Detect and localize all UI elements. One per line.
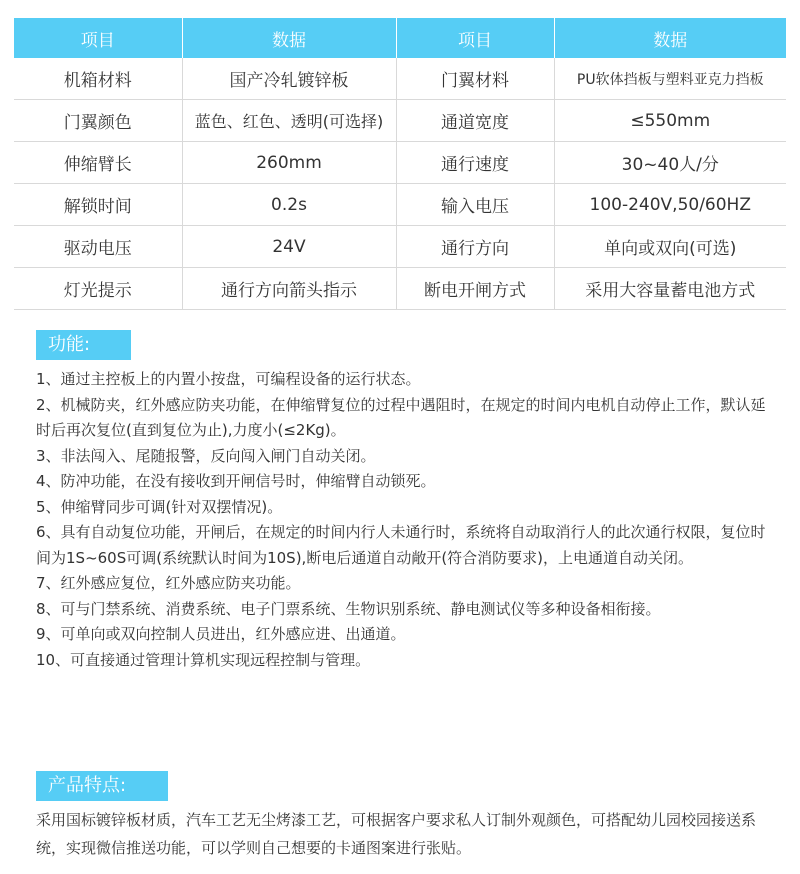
list-item: 9、可单向或双向控制人员进出，红外感应进、出通道。 — [36, 625, 406, 643]
table-cell: 输入电压 — [396, 184, 554, 226]
features-text: 采用国标镀锌板材质，汽车工艺无尘烤漆工艺，可根据客户要求私人订制外观颜色，可搭配幼儿园校园接送系统，实现微信推送功能，可以学则自己想要的卡通图案进行张贴。 — [36, 811, 757, 857]
list-item: 4、防冲功能，在没有接收到开闸信号时，伸缩臂自动锁死。 — [36, 472, 436, 490]
table-cell: 0.2s — [182, 184, 396, 226]
table-cell: 蓝色、红色、透明(可选择) — [182, 100, 396, 142]
functions-title: 功能: — [36, 330, 131, 360]
table-cell: 采用大容量蓄电池方式 — [554, 268, 786, 310]
list-item: 7、红外感应复位，红外感应防夹功能。 — [36, 574, 301, 592]
table-cell: 机箱材料 — [14, 58, 182, 100]
list-item: 1、通过主控板上的内置小按盘，可编程设备的运行状态。 — [36, 370, 421, 388]
table-cell: 国产冷轧镀锌板 — [182, 58, 396, 100]
table-header-row — [14, 18, 786, 58]
table-cell: 门翼材料 — [396, 58, 554, 100]
table-cell: 伸缩臂长 — [14, 142, 182, 184]
header-data: 数据 — [554, 18, 786, 58]
table-row — [14, 226, 786, 268]
table-row — [14, 58, 786, 100]
table-cell: 通行方向 — [396, 226, 554, 268]
table-cell: 通道宽度 — [396, 100, 554, 142]
features-title: 产品特点: — [36, 771, 168, 801]
functions-list — [36, 367, 776, 673]
table-row — [14, 100, 786, 142]
table-cell: PU软体挡板与塑料亚克力挡板 — [554, 58, 786, 100]
table-cell: 门翼颜色 — [14, 100, 182, 142]
header-item: 项目 — [396, 18, 554, 58]
table-row — [14, 184, 786, 226]
spec-table — [14, 18, 786, 310]
table-cell: ≤550mm — [554, 100, 786, 142]
list-item: 3、非法闯入、尾随报警，反向闯入闸门自动关闭。 — [36, 446, 376, 465]
table-cell: 断电开闸方式 — [396, 268, 554, 310]
table-cell: 通行速度 — [396, 142, 554, 184]
list-item: 2、机械防夹，红外感应防夹功能，在伸缩臂复位的过程中遇阻时，在规定的时间内电机自动停止工作，默认延时后再次复位(直到复位为止),力度小(≤2Kg)。 — [36, 395, 766, 439]
table-cell: 100-240V,50/60HZ — [554, 184, 786, 226]
list-item: 8、可与门禁系统、消费系统、电子门票系统、生物识别系统、静电测试仪等多种设备相衔接。 — [36, 599, 661, 618]
table-row — [14, 268, 786, 310]
table-cell: 260mm — [182, 142, 396, 184]
list-item: 5、伸缩臂同步可调(针对双摆情况)。 — [36, 497, 283, 516]
header-item: 项目 — [14, 18, 182, 58]
table-cell: 通行方向箭头指示 — [182, 268, 396, 310]
table-cell: 24V — [182, 226, 396, 268]
list-item: 6、具有自动复位功能，开闸后，在规定的时间内行人未通行时，系统将自动取消行人的此次通行权限，复位时间为1S~60S可调(系统默认时间为10S),断电后通道自动敞开(符合消防要求)，上电通道自动关闭。 — [36, 523, 766, 567]
table-row — [14, 142, 786, 184]
header-data: 数据 — [182, 18, 396, 58]
list-item: 10、可直接通过管理计算机实现远程控制与管理。 — [36, 650, 371, 669]
table-cell: 解锁时间 — [14, 184, 182, 226]
table-cell: 30~40人/分 — [554, 142, 786, 184]
table-cell: 单向或双向(可选) — [554, 226, 786, 268]
table-cell: 灯光提示 — [14, 268, 182, 310]
table-cell: 驱动电压 — [14, 226, 182, 268]
